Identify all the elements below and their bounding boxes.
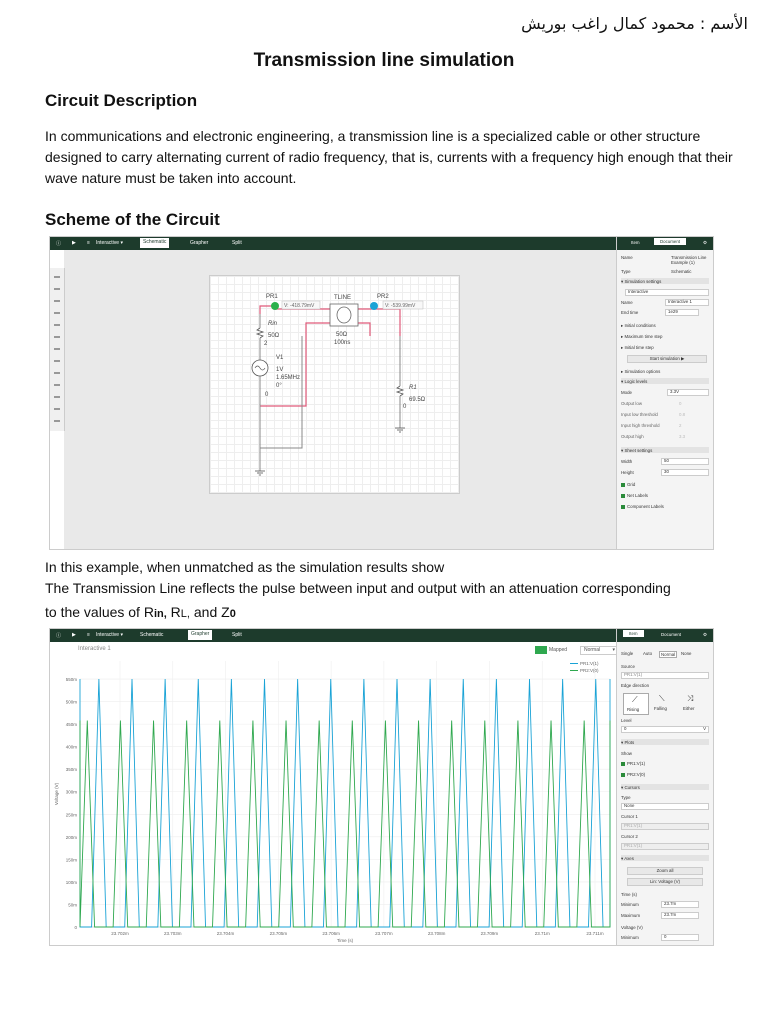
- type-label: Type: [621, 269, 631, 274]
- level-input[interactable]: 0 V: [621, 726, 709, 733]
- mapped-label: Mapped: [549, 647, 568, 653]
- rising-edge-icon: ⟋: [632, 695, 638, 704]
- mode-single[interactable]: Single: [621, 651, 634, 656]
- y-tick-label: 50m: [68, 902, 77, 908]
- sheet-settings-section[interactable]: ▾ Sheet settings: [621, 448, 653, 453]
- cursors-section[interactable]: ▾ Cursors: [621, 785, 640, 790]
- trigger-mode-select[interactable]: Normal ▾: [580, 646, 618, 655]
- y-tick-label: 150m: [65, 857, 77, 863]
- x-axis-label: Time (s): [336, 938, 354, 943]
- mode-auto[interactable]: Auto: [643, 651, 653, 656]
- net-labels-checkbox[interactable]: Net Labels: [621, 493, 709, 498]
- logic-mode-select[interactable]: 3.3V: [667, 389, 709, 396]
- cursor1-label: Cursor 1: [621, 814, 638, 819]
- schematic-sheet[interactable]: [209, 275, 460, 494]
- play-icon[interactable]: ▶: [72, 632, 76, 638]
- x-tick-label: 23.703m: [164, 931, 182, 936]
- voltage-min-input[interactable]: 0: [661, 934, 699, 941]
- schematic-window: [49, 236, 714, 550]
- start-simulation-button[interactable]: Start simulation ▶: [627, 355, 707, 363]
- either-edge-icon: ⤨: [687, 694, 694, 703]
- rin-node: 2: [264, 341, 268, 347]
- graph-title: Interactive 1: [78, 646, 111, 652]
- page-title: Transmission line simulation: [253, 50, 515, 71]
- schematic-properties-panel: [616, 237, 713, 549]
- grapher-properties-panel: [616, 629, 713, 945]
- lin-voltage-button[interactable]: Lin: Voltage (V): [627, 878, 703, 886]
- r1-resistor: [397, 386, 403, 396]
- scheme-heading: Scheme of the Circuit: [45, 210, 220, 229]
- ground-symbol-1: [255, 471, 265, 475]
- cursor-type-select[interactable]: None: [621, 803, 709, 810]
- tab-split[interactable]: Split: [232, 632, 242, 638]
- y-tick-label: 300m: [65, 789, 77, 795]
- y-tick-label: 100m: [65, 879, 77, 885]
- menu-icon[interactable]: ≡: [87, 240, 90, 246]
- v1-frequency: 1.65MHz: [276, 375, 301, 381]
- v1-phase: 0°: [276, 383, 282, 389]
- falling-edge-button[interactable]: ⟍ Falling: [654, 694, 667, 711]
- circuit-description-text: In communications and electronic engineering, a transmission line is a specialized cable or other structure designed to carry alternating current of radio frequency, that is, currents with a frequency high enough that their wave nature must be taken into account.: [45, 128, 733, 186]
- probe-pr2-marker: [370, 302, 378, 310]
- zoom-all-button[interactable]: Zoom all: [627, 867, 703, 875]
- component-toolbar[interactable]: [50, 268, 65, 431]
- v1-label: V1: [276, 355, 284, 361]
- source-select[interactable]: PR1:V(1): [621, 672, 709, 679]
- name-value: Transmission Line Example (1): [671, 255, 707, 265]
- pr2-reading: V: -539.99mV: [385, 303, 416, 309]
- y-tick-label: 350m: [65, 767, 77, 773]
- logic-levels-section[interactable]: ▾ Logic levels: [621, 379, 648, 384]
- x-tick-label: 23.702m: [111, 931, 129, 936]
- y-axis-label: Voltage (V): [54, 782, 59, 806]
- probe-pr1-marker: [271, 302, 279, 310]
- output-high-value: 3.3: [679, 434, 686, 439]
- cursor1-select[interactable]: PR1:V(1): [621, 823, 709, 830]
- y-tick-label: 450m: [65, 722, 77, 728]
- grid-checkbox[interactable]: Grid: [621, 482, 709, 487]
- plot1-checkbox[interactable]: PR1:V(1): [621, 761, 709, 766]
- tline-delay: 100ns: [334, 340, 351, 346]
- rising-edge-button[interactable]: ⟋ Rising: [623, 693, 649, 715]
- y-tick-label: 250m: [65, 812, 77, 818]
- time-max-label: Maximum: [621, 913, 641, 918]
- rin-resistor: [257, 328, 263, 338]
- tab-document[interactable]: Document: [661, 632, 682, 637]
- max-time-step-item[interactable]: ▸ Maximum time step: [621, 334, 663, 339]
- logic-mode-label: Mode: [621, 390, 632, 395]
- legend-entry: PR1:V(1): [580, 661, 599, 666]
- v1-amplitude: 1V: [276, 367, 284, 373]
- output-high-label: Output high: [621, 434, 644, 439]
- tab-grapher[interactable]: Grapher: [190, 240, 209, 246]
- sheet-width-label: Width: [621, 459, 633, 464]
- initial-time-step-item[interactable]: ▸ Initial time step: [621, 345, 654, 350]
- show-label: Show: [621, 751, 632, 756]
- schematic-toolbar: [50, 237, 713, 250]
- name-label: Name: [621, 255, 633, 260]
- x-tick-label: 23.711m: [586, 931, 604, 936]
- y-tick-label: 500m: [65, 699, 77, 705]
- tline-impedance: 50Ω: [336, 332, 348, 338]
- rin-label: Rin: [268, 321, 278, 327]
- cursor2-select[interactable]: PR1:V(1): [621, 843, 709, 850]
- end-time-input[interactable]: 1e29: [665, 309, 699, 316]
- time-max-input[interactable]: 23.7m: [661, 912, 699, 919]
- level-label: Level: [621, 718, 632, 723]
- y-tick-label: 0: [74, 925, 77, 930]
- sim-name-input[interactable]: Interactive 1: [665, 299, 709, 306]
- x-tick-label: 23.706m: [322, 931, 340, 936]
- example-line-2: The Transmission Line reflects the pulse between input and output with an attenuation corresponding: [45, 580, 671, 596]
- series-line-1: [80, 721, 610, 927]
- voltage-min-label: Minimum: [621, 935, 639, 940]
- settings-gear-icon[interactable]: ⚙: [703, 632, 707, 637]
- tab-split[interactable]: Split: [232, 240, 242, 246]
- output-low-label: Output low: [621, 401, 642, 406]
- play-icon[interactable]: ▶: [72, 240, 76, 246]
- time-min-label: Minimum: [621, 902, 639, 907]
- type-value: Schematic: [671, 269, 692, 274]
- sheet-height-input[interactable]: 30: [661, 469, 709, 476]
- time-min-input[interactable]: 23.7m: [661, 901, 699, 908]
- interactive-dropdown[interactable]: Interactive ▾: [96, 240, 123, 246]
- r1-value: 69.5Ω: [409, 397, 426, 403]
- example-line-3: to the values of Rin, RL, and Z0: [45, 604, 236, 620]
- legend-entry: PR2:V(0): [580, 668, 599, 673]
- v1-node: 0: [265, 392, 269, 398]
- pr1-reading: V: -418.79mV: [284, 303, 315, 309]
- y-tick-label: 400m: [65, 744, 77, 750]
- x-tick-label: 23.707m: [375, 931, 393, 936]
- plot2-checkbox[interactable]: PR2:V(0): [621, 772, 709, 777]
- r1-label: R1: [409, 385, 417, 391]
- sim-name-label: Name: [621, 300, 633, 305]
- cursor2-label: Cursor 2: [621, 834, 638, 839]
- tab-item[interactable]: Item: [631, 240, 640, 245]
- component-labels-checkbox[interactable]: Component Labels: [621, 504, 709, 509]
- tab-schematic[interactable]: Schematic: [140, 632, 164, 638]
- time-axis-label: Time (s): [621, 892, 637, 897]
- input-high-label: Input high threshold: [621, 423, 660, 428]
- tab-schematic[interactable]: Schematic: [140, 238, 169, 248]
- mode-select[interactable]: Interactive: [625, 289, 709, 296]
- x-tick-label: 23.71m: [534, 931, 550, 936]
- tab-grapher[interactable]: Grapher: [188, 630, 212, 640]
- tab-document[interactable]: Document: [654, 238, 686, 245]
- plots-section[interactable]: ▾ Plots: [621, 740, 635, 745]
- voltage-chart[interactable]: [50, 657, 617, 945]
- either-edge-button[interactable]: ⤨ Either: [683, 694, 695, 711]
- example-line-1: In this example, when unmatched as the simulation results show: [45, 559, 445, 575]
- axes-section[interactable]: ▾ Axes: [621, 856, 634, 861]
- output-low-value: 0: [679, 401, 682, 406]
- input-high-value: 2: [679, 423, 682, 428]
- simulation-settings-section[interactable]: ▾ Simulation settings: [621, 279, 662, 284]
- x-tick-label: 23.705m: [269, 931, 288, 936]
- sheet-height-label: Height: [621, 470, 634, 475]
- input-low-value: 0.8: [679, 412, 686, 417]
- author-name: الأسم : محمود كمال راغب بوريش: [521, 14, 748, 33]
- info-icon[interactable]: ⓘ: [56, 633, 62, 639]
- grapher-window: [49, 628, 714, 946]
- x-tick-label: 23.704m: [216, 931, 235, 936]
- mode-normal[interactable]: Normal: [661, 652, 676, 657]
- pr1-label: PR1: [266, 294, 278, 300]
- interactive-dropdown[interactable]: Interactive ▾: [96, 632, 123, 638]
- input-low-label: Input low threshold: [621, 412, 658, 417]
- x-tick-label: 23.708m: [427, 931, 446, 936]
- pr2-label: PR2: [377, 294, 389, 300]
- grapher-toolbar: [50, 629, 713, 642]
- settings-gear-icon[interactable]: ⚙: [703, 240, 707, 245]
- simulation-options-item[interactable]: ▸ Simulation options: [621, 369, 661, 374]
- circuit-diagram: [210, 276, 459, 493]
- y-tick-label: 200m: [65, 834, 77, 840]
- tab-item[interactable]: Item: [623, 630, 644, 637]
- circuit-description-heading: Circuit Description: [45, 91, 198, 110]
- rin-value: 50Ω: [268, 333, 280, 339]
- x-tick-label: 23.709m: [480, 931, 499, 936]
- source-label: Source: [621, 664, 635, 669]
- voltage-axis-label: Voltage (V): [621, 925, 643, 930]
- end-time-label: End time: [621, 310, 639, 315]
- cursor-type-label: Type: [621, 795, 631, 800]
- info-icon[interactable]: ⓘ: [56, 241, 62, 247]
- mapped-checkbox[interactable]: [535, 646, 547, 654]
- initial-conditions-item[interactable]: ▸ Initial conditions: [621, 323, 656, 328]
- tline-label: TLINE: [334, 295, 352, 301]
- falling-edge-icon: ⟍: [659, 694, 665, 703]
- edge-direction-label: Edge direction: [621, 683, 650, 688]
- ground-symbol-2: [395, 428, 405, 432]
- r1-node: 0: [403, 404, 407, 410]
- y-tick-label: 550m: [65, 677, 77, 683]
- menu-icon[interactable]: ≡: [87, 632, 90, 638]
- mode-none[interactable]: None: [681, 651, 692, 656]
- sheet-width-input[interactable]: 50: [661, 458, 709, 465]
